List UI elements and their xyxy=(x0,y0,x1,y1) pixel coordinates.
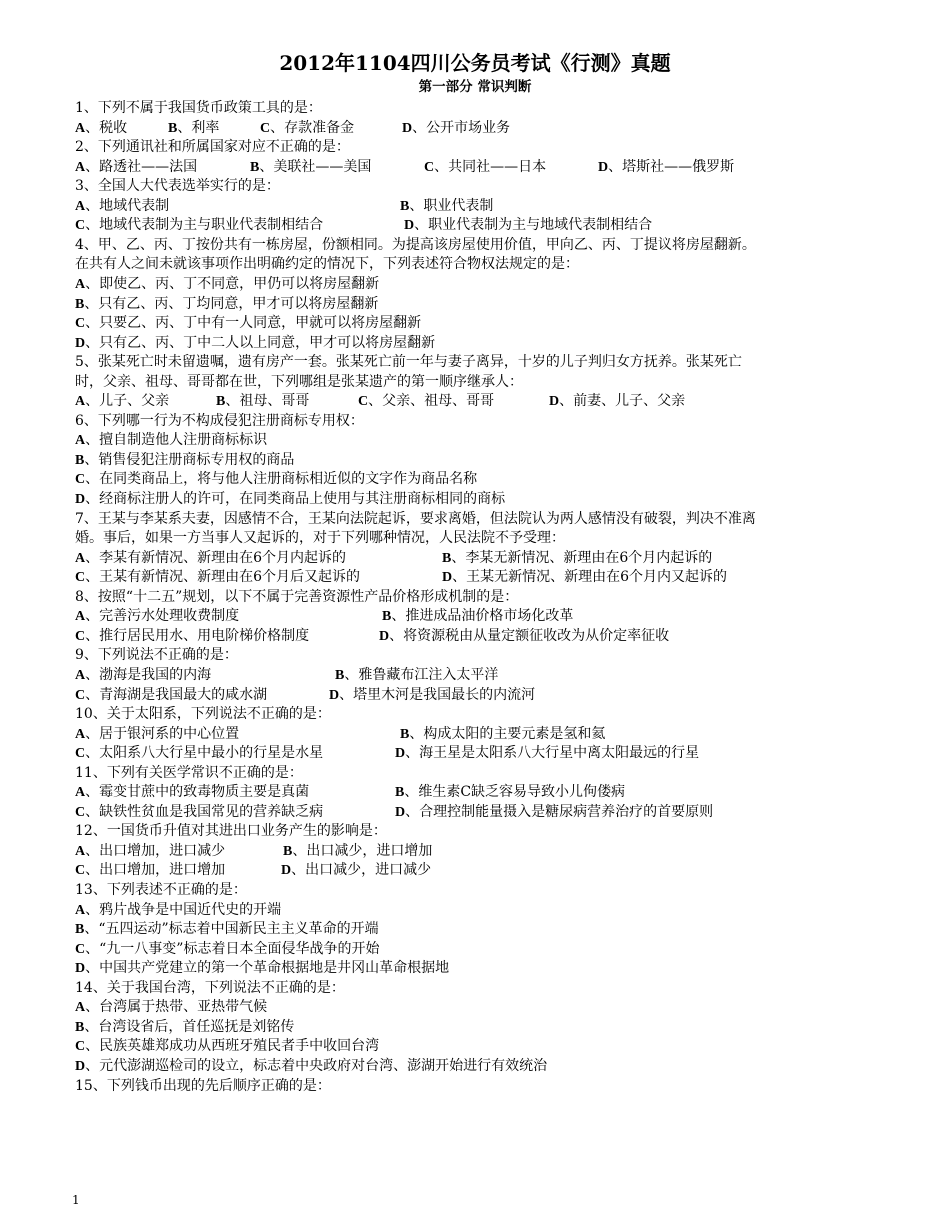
page-title: 2012年1104四川公务员考试《行测》真题 xyxy=(279,51,671,75)
option-text: 、构成太阳的主要元素是氢和氦 xyxy=(409,725,606,742)
question-stem: 9、下列说法不正确的是： xyxy=(75,647,238,664)
option-text: 、完善污水处理收费制度 xyxy=(85,608,240,625)
option-letter: A xyxy=(75,902,86,918)
option-text: 、太阳系八大行星中最小的行星是水星 xyxy=(85,745,324,762)
option-letter: C xyxy=(75,941,86,957)
option-text: 、居于银河系的中心位置 xyxy=(85,725,240,742)
answer-option xyxy=(75,294,378,315)
option-letter: D xyxy=(404,218,415,234)
option-letter: C xyxy=(75,863,86,879)
option-row xyxy=(75,274,875,294)
option-text: 、塔斯社——俄罗斯 xyxy=(608,158,735,175)
answer-option xyxy=(75,626,309,647)
option-row xyxy=(75,860,875,880)
answer-option xyxy=(402,118,510,139)
option-letter: B xyxy=(335,667,345,683)
option-letter: B xyxy=(75,296,85,312)
option-row xyxy=(75,548,875,568)
answer-option xyxy=(75,860,225,881)
option-text: 、地域代表制 xyxy=(85,197,170,214)
answer-option xyxy=(75,215,323,236)
option-letter: A xyxy=(75,726,86,742)
option-letter: B xyxy=(75,1019,85,1035)
answer-option xyxy=(281,860,431,881)
question-stem: 13、下列表述不正确的是： xyxy=(75,882,247,898)
option-letter: B xyxy=(442,550,452,566)
option-row xyxy=(75,685,875,705)
option-letter: A xyxy=(75,609,86,625)
question-stem: 在共有人之间未就该事项作出明确约定的情况下，下列表述符合物权法规定的是： xyxy=(75,256,579,273)
option-letter: C xyxy=(75,570,86,586)
question-stem: 5、张某死亡时未留遗嘱，遗有房产一套。张某死亡前一年与妻子离异，十岁的儿子判归女方抚养。张某死亡 xyxy=(75,354,742,371)
option-text: 、推进成品油价格市场化改革 xyxy=(391,608,574,625)
option-text: 、青海湖是我国最大的咸水湖 xyxy=(85,686,268,703)
option-letter: B xyxy=(400,726,410,742)
option-row xyxy=(75,450,875,470)
answer-option xyxy=(75,469,477,490)
answer-option xyxy=(168,118,219,139)
page-number: 1 xyxy=(72,1193,80,1207)
option-text: 、销售侵犯注册商标专用权的商品 xyxy=(84,451,295,468)
answer-option xyxy=(442,567,727,588)
answer-option xyxy=(382,606,573,627)
answer-option xyxy=(75,391,169,412)
option-text: 、共同社——日本 xyxy=(434,158,547,175)
option-row xyxy=(75,606,875,626)
option-letter: D xyxy=(281,863,292,879)
section-heading: 第一部分 常识判断 xyxy=(418,79,532,95)
answer-option xyxy=(598,157,734,178)
answer-option xyxy=(75,743,323,764)
option-row xyxy=(75,900,875,920)
option-text: 、在同类商品上，将与他人注册商标相近似的文字作为商品名称 xyxy=(85,471,478,488)
answer-option xyxy=(260,118,354,139)
option-text: 、将资源税由从量定额征收改为从价定率征收 xyxy=(389,627,670,644)
answer-option xyxy=(424,157,546,178)
option-letter: D xyxy=(75,961,86,977)
option-row xyxy=(75,841,875,861)
option-letter: C xyxy=(75,804,86,820)
answer-option xyxy=(358,391,494,412)
option-text: 、父亲、祖母、哥哥 xyxy=(368,393,495,410)
option-letter: C xyxy=(75,218,86,234)
answer-option xyxy=(75,665,211,686)
option-letter: A xyxy=(75,276,86,292)
option-row xyxy=(75,626,875,646)
option-letter: D xyxy=(598,159,609,175)
answer-option xyxy=(75,919,379,940)
option-letter: B xyxy=(168,120,178,136)
option-text: 、只有乙、丙、丁均同意，甲才可以将房屋翻新 xyxy=(84,295,379,312)
option-text: 、王某无新情况、新理由在6个月内又起诉的 xyxy=(452,569,728,586)
answer-option xyxy=(335,665,498,686)
option-row xyxy=(75,997,875,1017)
question-stem: 时，父亲、祖母、哥哥都在世，下列哪组是张某遗产的第一顺序继承人： xyxy=(75,373,523,390)
option-letter: A xyxy=(75,120,86,136)
question-stem: 2、下列通讯社和所属国家对应不正确的是： xyxy=(75,139,350,156)
option-row xyxy=(75,157,875,177)
answer-option xyxy=(329,685,535,706)
option-row xyxy=(75,469,875,489)
option-text: 、利率 xyxy=(177,119,220,136)
option-text: 、美联社——美国 xyxy=(259,158,372,175)
option-row xyxy=(75,333,875,353)
option-row xyxy=(75,743,875,763)
option-letter: B xyxy=(216,394,226,410)
option-letter: C xyxy=(75,746,86,762)
option-text: 、出口减少，进口增加 xyxy=(292,842,433,859)
option-row xyxy=(75,196,875,216)
answer-option xyxy=(75,802,323,823)
option-letter: C xyxy=(75,687,86,703)
option-text: 、只要乙、丙、丁中有一人同意，甲就可以将房屋翻新 xyxy=(85,315,422,332)
answer-option xyxy=(75,900,281,921)
option-row xyxy=(75,939,875,959)
answer-option xyxy=(395,802,713,823)
option-row xyxy=(75,430,875,450)
option-letter: D xyxy=(379,628,390,644)
option-text: 、海王星是太阳系八大行星中离太阳最远的行星 xyxy=(405,745,700,762)
option-text: 、台湾属于热带、亚热带气候 xyxy=(85,999,268,1016)
answer-option xyxy=(75,430,267,451)
question-stem: 1、下列不属于我国货币政策工具的是： xyxy=(75,100,322,116)
option-row xyxy=(75,1036,875,1056)
answer-option xyxy=(283,841,432,862)
option-text: 、维生素C缺乏容易导致小儿佝偻病 xyxy=(404,784,626,801)
answer-option xyxy=(75,1056,547,1077)
option-row xyxy=(75,919,875,939)
answer-option xyxy=(75,333,435,354)
answer-option xyxy=(75,606,239,627)
option-text: 、职业代表制为主与地域代表制相结合 xyxy=(414,217,653,234)
option-text: 、“九一八事变”标志着日本全面侵华战争的开始 xyxy=(85,940,380,957)
question-stem: 14、关于我国台湾，下列说法不正确的是： xyxy=(75,979,345,996)
option-letter: A xyxy=(75,843,86,859)
option-text: 、职业代表制 xyxy=(409,197,494,214)
option-text: 、塔里木河是我国最长的内流河 xyxy=(339,686,536,703)
option-letter: C xyxy=(75,628,86,644)
answer-option xyxy=(442,548,712,569)
option-row xyxy=(75,294,875,314)
option-text: 、儿子、父亲 xyxy=(85,393,170,410)
option-text: 、中国共产党建立的第一个革命根据地是井冈山革命根据地 xyxy=(85,960,450,977)
answer-option xyxy=(395,782,625,803)
option-letter: D xyxy=(395,804,406,820)
option-letter: A xyxy=(75,550,86,566)
question-stem: 婚。事后，如果一方当事人又起诉的，对于下列哪种情况，人民法院不予受理： xyxy=(75,530,565,547)
option-text: 、只有乙、丙、丁中二人以上同意，甲才可以将房屋翻新 xyxy=(85,334,436,351)
option-letter: C xyxy=(424,159,435,175)
option-letter: D xyxy=(75,492,86,507)
answer-option xyxy=(75,997,267,1018)
option-text: 、鸦片战争是中国近代史的开端 xyxy=(85,901,282,918)
option-row xyxy=(75,313,875,333)
answer-option xyxy=(75,939,379,960)
option-row xyxy=(75,1056,875,1076)
option-letter: B xyxy=(250,159,260,175)
answer-option xyxy=(75,841,225,862)
option-letter: D xyxy=(75,335,86,351)
option-row xyxy=(75,489,875,509)
option-text: 、元代澎湖巡检司的设立，标志着中央政府对台湾、澎湖开始进行有效统治 xyxy=(85,1057,548,1074)
answer-option xyxy=(75,548,346,569)
answer-option xyxy=(404,215,652,236)
option-text: 、王某有新情况、新理由在6个月后又起诉的 xyxy=(85,569,361,586)
option-letter: A xyxy=(75,1000,86,1016)
option-row xyxy=(75,118,875,138)
option-text: 、前妻、儿子、父亲 xyxy=(559,393,686,410)
answer-option xyxy=(549,391,685,412)
answer-option xyxy=(75,782,309,803)
option-text: 、擅自制造他人注册商标标识 xyxy=(85,432,268,449)
question-stem: 3、全国人大代表选举实行的是： xyxy=(75,178,280,195)
option-letter: B xyxy=(400,198,410,214)
option-letter: B xyxy=(283,843,293,859)
option-letter: C xyxy=(75,1039,86,1055)
answer-option xyxy=(400,724,605,745)
option-text: 、存款准备金 xyxy=(270,119,355,136)
option-text: 、出口增加，进口增加 xyxy=(85,862,226,879)
question-stem: 6、下列哪一行为不构成侵犯注册商标专用权： xyxy=(75,412,364,429)
question-stem: 12、一国货币升值对其进出口业务产生的影响是： xyxy=(75,823,387,840)
option-letter: B xyxy=(75,922,85,938)
answer-option xyxy=(75,1017,294,1038)
option-letter: D xyxy=(75,1058,86,1074)
question-stem: 4、甲、乙、丙、丁按份共有一栋房屋，份额相同。为提高该房屋使用价值，甲向乙、丙、丁提议将房屋翻新。 xyxy=(75,236,756,253)
question-stem: 7、王某与李某系夫妻，因感情不合，王某向法院起诉，要求离婚，但法院认为两人感情没有破裂，判决不准离 xyxy=(75,510,756,527)
option-text: 、出口减少，进口减少 xyxy=(291,862,432,879)
answer-option xyxy=(250,157,371,178)
option-text: 、公开市场业务 xyxy=(412,119,511,136)
option-text: 、即使乙、丙、丁不同意，甲仍可以将房屋翻新 xyxy=(85,275,380,292)
option-letter: D xyxy=(402,120,413,136)
question-stem: 15、下列钱币出现的先后顺序正确的是： xyxy=(75,1077,331,1094)
option-letter: B xyxy=(75,452,85,468)
option-letter: A xyxy=(75,667,86,683)
answer-option xyxy=(75,685,267,706)
option-text: 、霉变甘蔗中的致毒物质主要是真菌 xyxy=(85,784,310,801)
answer-option xyxy=(75,958,449,979)
option-text: 、路透社——法国 xyxy=(85,158,198,175)
option-text: 、经商标注册人的许可，在同类商品上使用与其注册商标相同的商标 xyxy=(85,491,506,507)
option-text: 、民族英雄郑成功从西班牙殖民者手中收回台湾 xyxy=(85,1038,380,1055)
option-letter: C xyxy=(75,316,86,332)
option-text: 、台湾设省后，首任巡抚是刘铭传 xyxy=(84,1018,295,1035)
option-letter: D xyxy=(329,687,340,703)
option-row xyxy=(75,782,875,802)
question-stem: 8、按照“十二五”规划，以下不属于完善资源性产品价格形成机制的是： xyxy=(75,588,519,605)
option-letter: A xyxy=(75,433,86,449)
option-text: 、税收 xyxy=(85,119,128,136)
option-text: 、缺铁性贫血是我国常见的营养缺乏病 xyxy=(85,803,324,820)
option-letter: A xyxy=(75,394,86,410)
answer-option xyxy=(75,274,379,295)
option-row xyxy=(75,1017,875,1037)
option-text: 、推行居民用水、用电阶梯价格制度 xyxy=(85,627,310,644)
option-letter: C xyxy=(260,120,271,136)
answer-option xyxy=(400,196,493,217)
option-text: 、李某无新情况、新理由在6个月内起诉的 xyxy=(451,549,713,566)
answer-option xyxy=(75,1036,379,1057)
option-letter: C xyxy=(75,472,86,488)
option-text: 、李某有新情况、新理由在6个月内起诉的 xyxy=(85,549,347,566)
answer-option xyxy=(75,724,239,745)
answer-option xyxy=(75,567,360,588)
option-letter: D xyxy=(549,394,560,410)
option-row xyxy=(75,802,875,822)
option-row xyxy=(75,391,875,411)
option-row xyxy=(75,724,875,744)
option-text: 、地域代表制为主与职业代表制相结合 xyxy=(85,217,324,234)
answer-option xyxy=(216,391,309,412)
option-letter: D xyxy=(442,570,453,586)
option-row xyxy=(75,665,875,685)
option-text: 、祖母、哥哥 xyxy=(225,393,310,410)
option-row xyxy=(75,215,875,235)
option-letter: C xyxy=(358,394,369,410)
option-letter: A xyxy=(75,198,86,214)
option-letter: B xyxy=(382,609,392,625)
option-row xyxy=(75,958,875,978)
answer-option xyxy=(75,196,169,217)
option-letter: A xyxy=(75,159,86,175)
option-text: 、“五四运动”标志着中国新民主主义革命的开端 xyxy=(84,921,379,938)
option-text: 、出口增加，进口减少 xyxy=(85,842,226,859)
question-stem: 11、下列有关医学常识不正确的是： xyxy=(75,764,303,781)
answer-option xyxy=(379,626,669,647)
answer-option xyxy=(75,489,505,510)
option-text: 、雅鲁藏布江注入太平洋 xyxy=(344,666,499,683)
option-letter: B xyxy=(395,785,405,801)
question-stem: 10、关于太阳系，下列说法不正确的是： xyxy=(75,706,331,723)
answer-option xyxy=(75,118,127,139)
option-row xyxy=(75,567,875,587)
answer-option xyxy=(75,313,421,334)
option-letter: A xyxy=(75,785,86,801)
option-letter: D xyxy=(395,746,406,762)
answer-option xyxy=(395,743,699,764)
answer-option xyxy=(75,450,294,471)
option-text: 、合理控制能量摄入是糖尿病营养治疗的首要原则 xyxy=(405,803,714,820)
answer-option xyxy=(75,157,197,178)
option-text: 、渤海是我国的内海 xyxy=(85,666,212,683)
